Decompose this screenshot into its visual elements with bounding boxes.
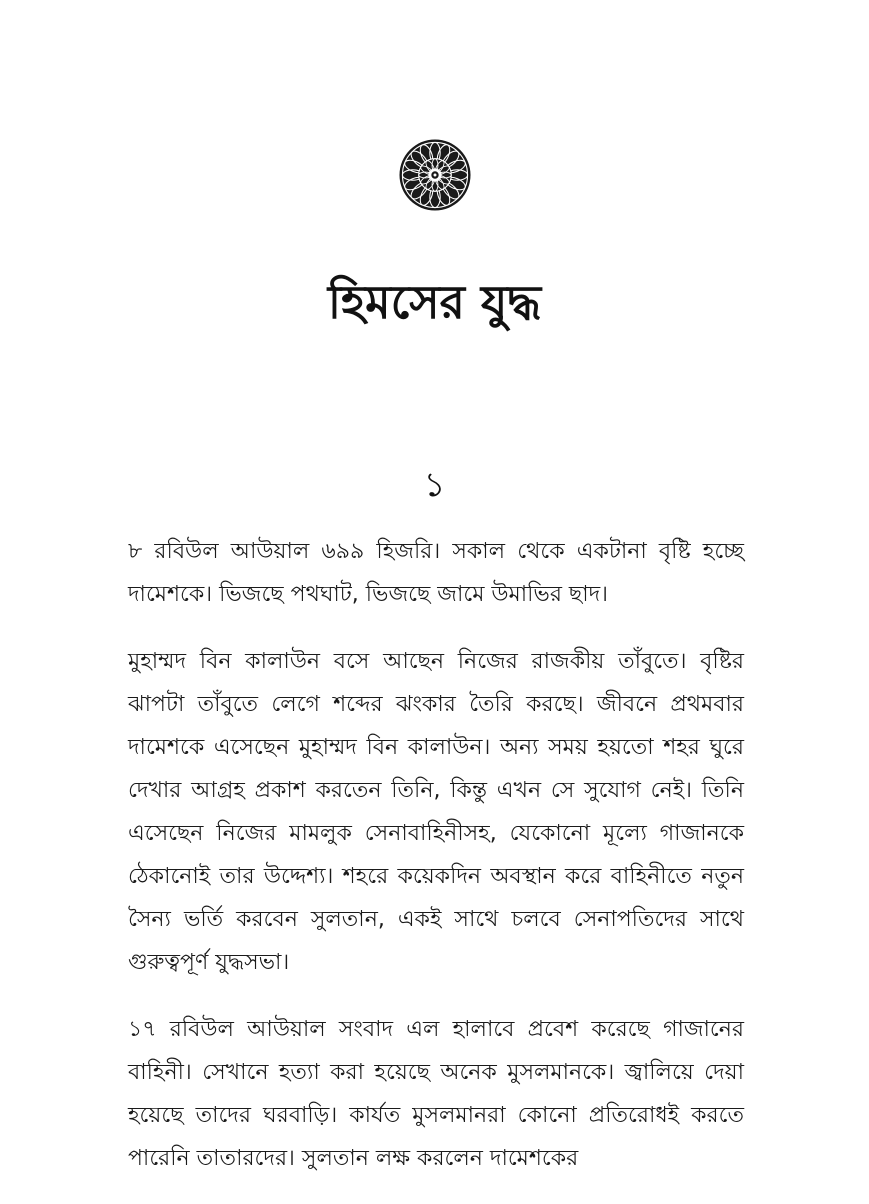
paragraph: ১৭ রবিউল আউয়াল সংবাদ এল হালাবে প্রবেশ করেছে গাজানের বাহিনী। সেখানে হত্যা করা হয়েছে অনেক মুসলমানকে। জ্বালিয়ে দেয়া হয়েছে তাদের ঘরবাড়ি। কার্যত মুসলমানরা কোনো প্রতিরোধই করতে পারেনি তাতারদের। সুলতান লক্ষ করলেন দামেশকের [128,1017,744,1171]
body-text [128,530,744,1204]
mandala-ornament-icon [398,138,472,212]
chapter-title: হিমসের যুদ্ধ [327,275,542,329]
paragraph: ৮ রবিউল আউয়াল ৬৯৯ হিজরি। সকাল থেকে একটানা বৃষ্টি হচ্ছে দামেশকে। ভিজছে পথঘাট, ভিজছে জামে উমাভির ছাদ। [128,539,744,607]
paragraph: মুহাম্মদ বিন কালাউন বসে আছেন নিজের রাজকীয় তাঁবুতে। বৃষ্টির ঝাপটা তাঁবুতে লেগে শব্দের ঝংকার তৈরি করছে। জীবনে প্রথমবার দামেশকে এসেছেন মুহাম্মদ বিন কালাউন। অন্য সময় হয়তো শহর ঘুরে দেখার আগ্রহ প্রকাশ করতেন তিনি, কিন্তু এখন সে সুযোগ নেই। তিনি এসেছেন নিজের মামলুক সেনাবাহিনীসহ, যেকোনো মূল্যে গাজানকে ঠেকানোই তার উদ্দেশ্য। শহরে কয়েকদিন অবস্থান করে বাহিনীতে নতুন সৈন্য ভর্তি করবেন সুলতান, একই সাথে চলবে সেনাপতিদের সাথে গুরুত্বপূর্ণ যুদ্ধসভা। [128,649,744,975]
section-number: ১ [423,465,446,505]
